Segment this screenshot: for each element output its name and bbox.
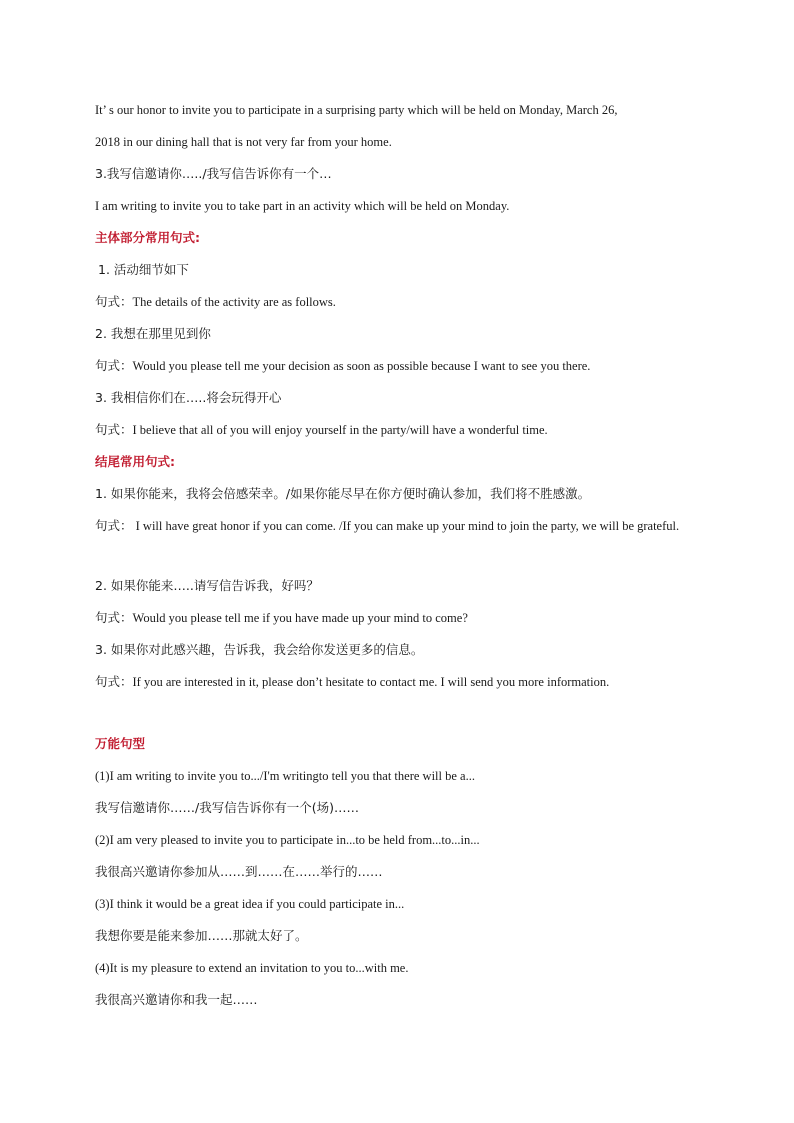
universal-item-2-chinese: 我很高兴邀请你参加从……到……在……举行的…… xyxy=(95,864,383,879)
universal-item-1-english: (1)I am writing to invite you to.../I'm writingto tell you that there will be a... xyxy=(95,769,475,783)
body-item-2-pattern xyxy=(95,354,705,386)
pattern-label: 句式： xyxy=(95,518,133,533)
closing-item-2-pattern xyxy=(95,606,705,638)
closing-item-1-pattern xyxy=(95,510,703,574)
body-item-3-pattern xyxy=(95,418,705,450)
intro-item-3-chinese: 3.我写信邀请你…../我写信告诉你有一个… xyxy=(95,166,332,181)
intro-item-3-english: I am writing to invite you to take part in an activity which will be held on Monday. xyxy=(95,199,510,213)
closing-item-1-chinese: 1. 如果你能来，我将会倍感荣幸。/如果你能尽早在你方便时确认参加，我们将不胜感激。 xyxy=(95,486,591,501)
universal-item-3-english: (3)I think it would be a great idea if you could participate in... xyxy=(95,897,405,911)
intro-line-2: 2018 in our dining hall that is not very far from your home. xyxy=(95,135,392,149)
body-item-1-pattern xyxy=(95,290,705,322)
pattern-label: 句式： xyxy=(95,422,133,437)
pattern-label: 句式： xyxy=(95,358,133,373)
document-page xyxy=(95,98,705,1020)
body-item-2-chinese: 2. 我想在那里见到你 xyxy=(95,326,211,341)
universal-item-4-english: (4)It is my pleasure to extend an invitation to you to...with me. xyxy=(95,961,409,975)
pattern-label: 句式： xyxy=(95,610,133,625)
pattern-text: Would you please tell me your decision as soon as possible because I want to see you there. xyxy=(132,359,591,373)
section-spacer xyxy=(95,702,705,732)
pattern-text: If you are interested in it, please don’t hesitate to contact me. I will send you more information. xyxy=(132,675,610,689)
closing-item-2-chinese: 2. 如果你能来…..请写信告诉我，好吗？ xyxy=(95,578,319,593)
body-item-1-chinese: 1. 活动细节如下 xyxy=(98,262,189,277)
pattern-text: I will have great honor if you can come. /If you can make up your mind to join the party, we will be grateful. xyxy=(132,519,680,533)
universal-item-2-english: (2)I am very pleased to invite you to participate in...to be held from...to...in... xyxy=(95,833,480,847)
body-item-3-chinese: 3. 我相信你们在…..将会玩得开心 xyxy=(95,390,282,405)
closing-item-3-pattern xyxy=(95,670,705,702)
universal-patterns-heading: 万能句型 xyxy=(95,736,146,751)
closing-item-3-chinese: 3. 如果你对此感兴趣，告诉我，我会给你发送更多的信息。 xyxy=(95,642,424,657)
body-section-heading: 主体部分常用句式: xyxy=(95,230,200,245)
pattern-label: 句式： xyxy=(95,294,133,309)
pattern-label: 句式： xyxy=(95,674,133,689)
universal-item-4-chinese: 我很高兴邀请你和我一起…… xyxy=(95,992,258,1007)
pattern-text: Would you please tell me if you have made up your mind to come? xyxy=(132,611,468,625)
pattern-text: I believe that all of you will enjoy yourself in the party/will have a wonderful time. xyxy=(132,423,548,437)
universal-item-1-chinese: 我写信邀请你……/我写信告诉你有一个(场)…… xyxy=(95,800,359,815)
closing-section-heading: 结尾常用句式: xyxy=(95,454,175,469)
intro-line-1: It’ s our honor to invite you to participate in a surprising party which will be held on Monday, March 26, xyxy=(95,103,618,117)
universal-item-3-chinese: 我想你要是能来参加……那就太好了。 xyxy=(95,928,308,943)
pattern-text: The details of the activity are as follows. xyxy=(132,295,336,309)
